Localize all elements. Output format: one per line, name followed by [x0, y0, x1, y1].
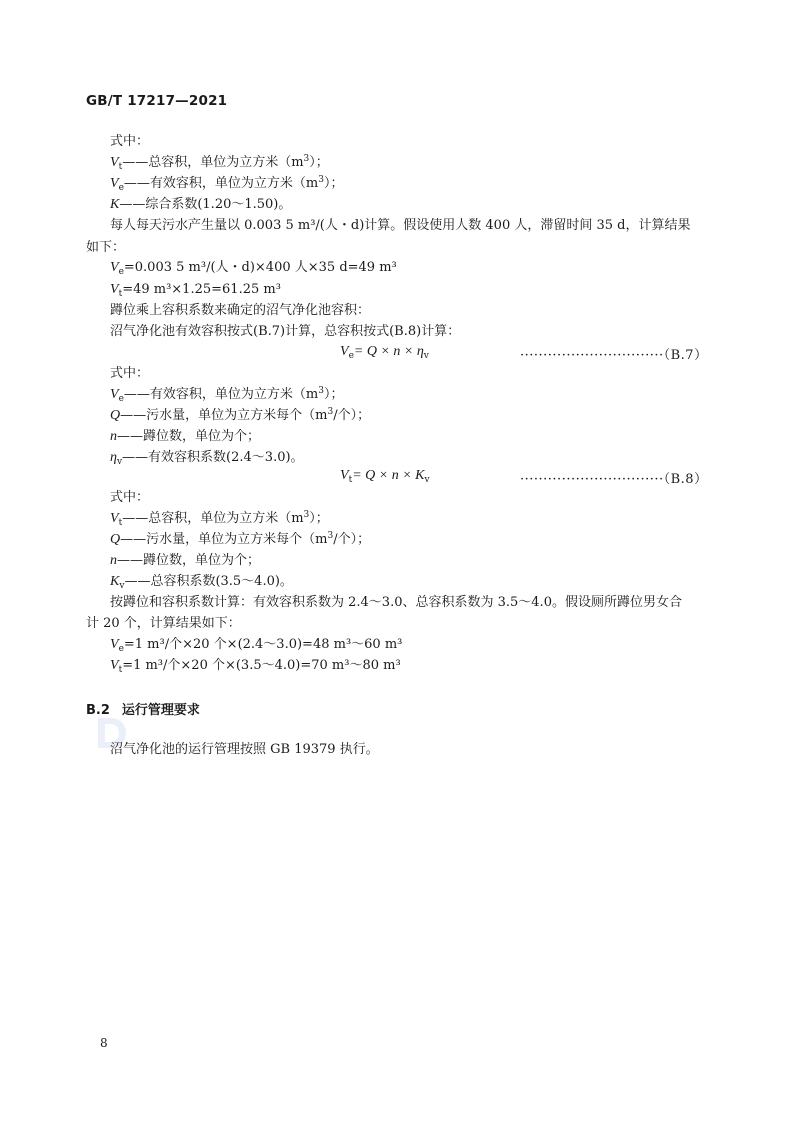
definition-row: $\eta_v——$有效容积系数(2.4～3.0)。 — [110, 450, 304, 467]
para2-line2: 沼气净化池有效容积按式(B.7)计算，总容积按式(B.8)计算： — [110, 324, 461, 339]
definition-row: $V_t——$总容积，单位为立方米$(m^3)$； — [110, 154, 329, 172]
calc1-ve: $V_e=0.003$ 5 m³/(人・d)×400 人×35 d=49 m³ — [110, 260, 397, 277]
calc2-vt: $V_t=1$ m³/个×20 个×(3.5～4.0)=70 m³～80 m³ — [110, 658, 401, 675]
definition-row: $V_e——$有效容积，单位为立方米$(m^3)$； — [110, 175, 344, 193]
para4: 沼气净化池的运行管理按照 GB 19379 执行。 — [110, 742, 379, 757]
section-title: 运行管理要求 — [121, 703, 200, 718]
calc1-vt: $V_t=49$ m³×1.25=61.25 m³ — [110, 282, 281, 299]
where-label-3: 式中： — [110, 490, 150, 505]
para3-line2: 计 20 个，计算结果如下： — [86, 616, 241, 631]
definition-row: $K_v——$总容积系数(3.5～4.0)。 — [110, 574, 293, 591]
para1-line2: 如下： — [86, 240, 126, 255]
para1-line1: 每人每天污水产生量以 0.003 5 m³/(人・d)计算。假设使用人数 400 人，滞留时间 35 d，计算结果 — [110, 218, 691, 233]
para2-line1: 蹲位乘上容积系数来确定的沼气净化池容积： — [110, 303, 371, 318]
equation-b8-label: （B.8） — [663, 472, 708, 487]
definition-row: n——蹲位数，单位为个； — [110, 429, 261, 444]
equation-b8: $V_t= Q \times n \times K_v$ — [340, 468, 430, 485]
equation-b8-leader: ·······························（B.8） — [520, 472, 708, 487]
section-heading-b2 — [86, 699, 200, 718]
definition-row: $V_t——$总容积，单位为立方米$(m^3)$； — [110, 510, 329, 528]
definition-row: Q——污水量，单位为立方米每个（$m^3/$个）； — [110, 531, 371, 547]
section-number: B.2 — [86, 703, 110, 718]
page-number: 8 — [100, 1036, 108, 1050]
calc2-ve: $V_e=1$ m³/个×20 个×(2.4～3.0)=48 m³～60 m³ — [110, 637, 403, 654]
equation-b7-label: （B.7） — [663, 348, 708, 363]
where-label-1: 式中： — [110, 134, 150, 149]
standard-id: GB/T 17217—2021 — [86, 93, 228, 109]
definition-row: K——综合系数(1.20～1.50)。 — [110, 197, 292, 212]
definition-row: n——蹲位数，单位为个； — [110, 553, 261, 568]
equation-b7: $V_e= Q \times n \times \eta_v$ — [340, 344, 429, 361]
where-label-2: 式中： — [110, 366, 150, 381]
para3-line1: 按蹲位和容积系数计算：有效容积系数为 2.4～3.0、总容积系数为 3.5～4.0。假设厕所蹲位男女合 — [110, 595, 682, 610]
equation-b7-leader: ·······························（B.7） — [520, 348, 708, 363]
definition-row: $V_e——$有效容积，单位为立方米$(m^3)$； — [110, 386, 344, 404]
definition-row: Q——污水量，单位为立方米每个（$m^3/$个）； — [110, 407, 371, 423]
